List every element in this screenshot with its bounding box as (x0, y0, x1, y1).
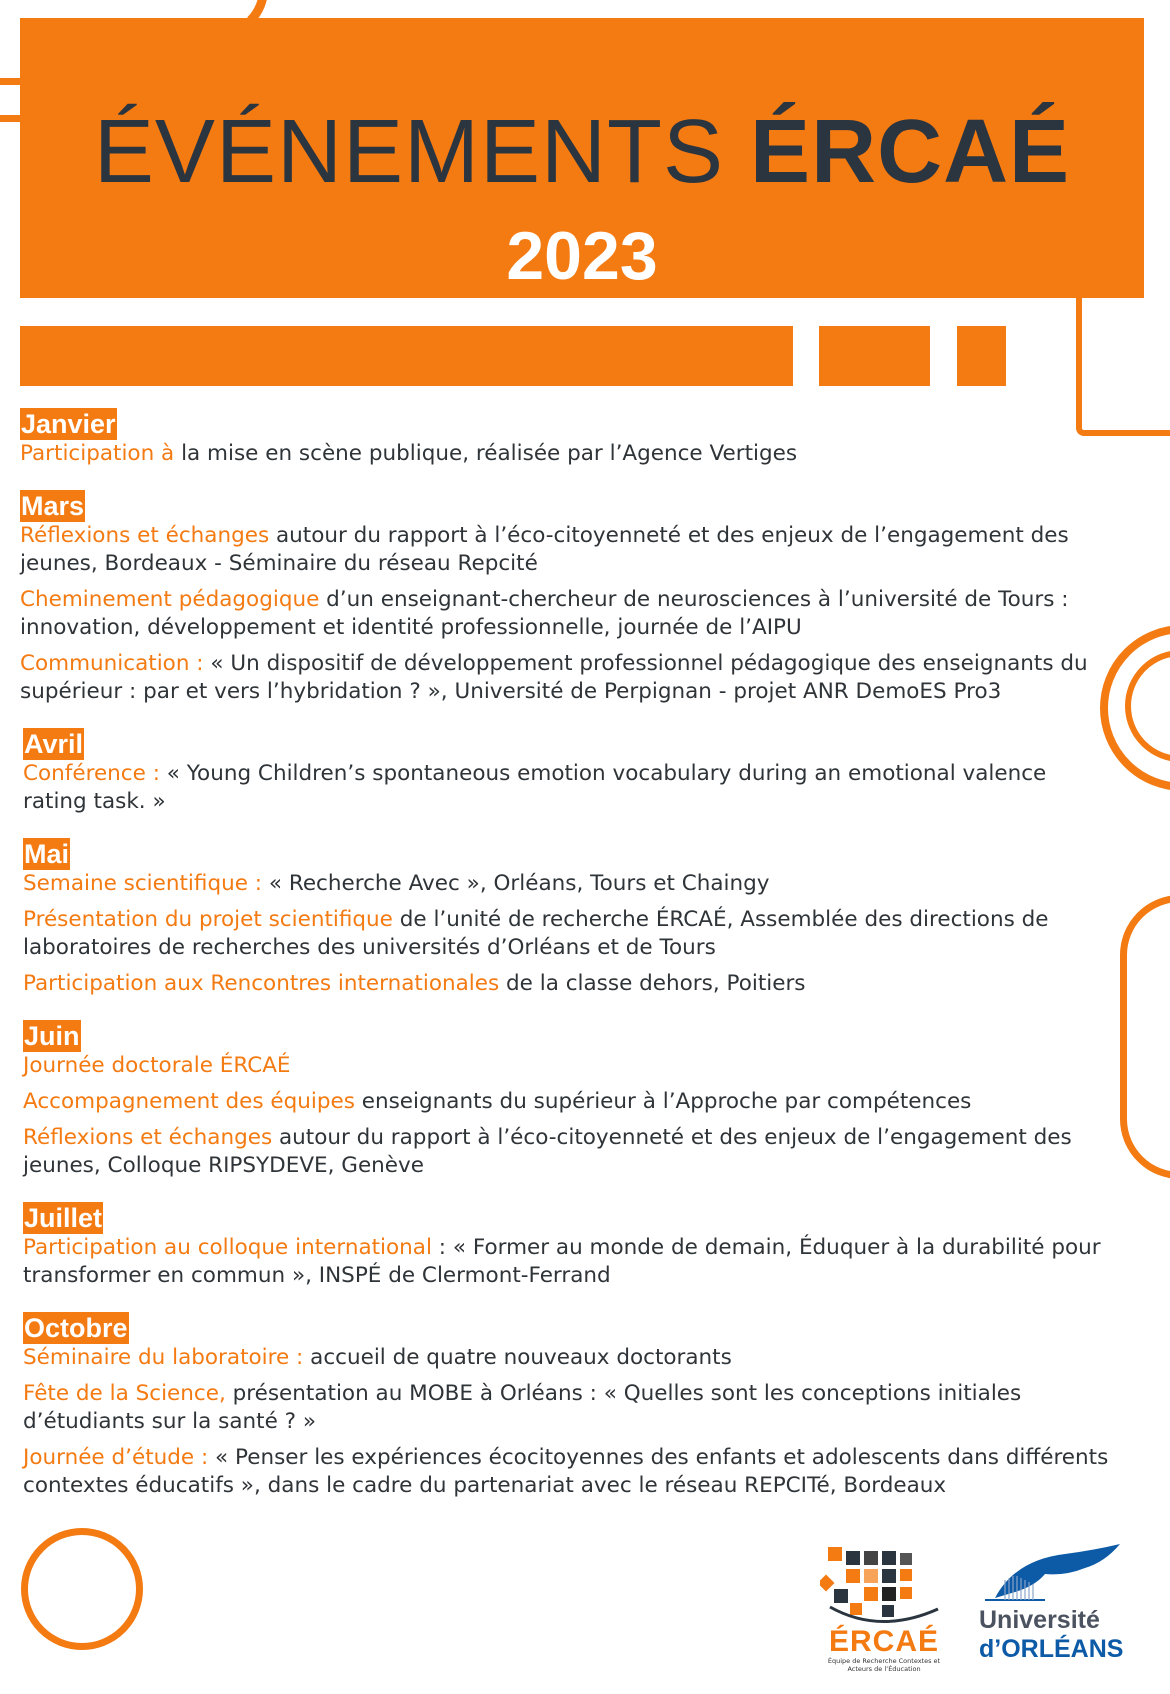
event-highlight: Participation à (20, 441, 175, 466)
event-text: autour du rapport à l’éco-citoyenneté et des enjeux de l’engagement des jeunes, Bordeaux - Séminaire du réseau Repcité (20, 523, 1069, 576)
event-highlight: Communication : (20, 651, 204, 676)
event-highlight: Participation au colloque international (23, 1235, 432, 1260)
page-year: 2023 (506, 218, 658, 294)
event-highlight: Séminaire du laboratoire : (23, 1345, 304, 1370)
event-entry (23, 1124, 1103, 1180)
event-entry (23, 1052, 1150, 1080)
decorative-bar-long (20, 326, 793, 386)
month-label: Avril (24, 729, 84, 759)
month-section-janvier (20, 408, 1150, 468)
event-highlight: Participation aux Rencontres internationales (23, 971, 500, 996)
event-entry (20, 650, 1100, 706)
month-section-juin (20, 1020, 1150, 1180)
event-highlight: Accompagnement des équipes (23, 1089, 355, 1114)
event-entry (23, 1088, 1150, 1116)
month-section-mars (20, 490, 1150, 706)
event-text: de la classe dehors, Poitiers (499, 971, 806, 996)
event-entry (20, 522, 1150, 578)
orleans-logo-line2: d’ORLÉANS (979, 1635, 1124, 1663)
event-text: autour du rapport à l’éco-citoyenneté et des enjeux de l’engagement des jeunes, Colloque RIPSYDEVE, Genève (23, 1125, 1072, 1178)
event-highlight: Fête de la Science, (23, 1381, 226, 1406)
month-section-juillet (20, 1202, 1150, 1290)
header-banner (20, 18, 1144, 298)
event-text: enseignants du supérieur à l’Approche par compétences (354, 1089, 972, 1114)
month-label: Mars (21, 491, 85, 521)
universite-orleans-logo (975, 1540, 1125, 1670)
decorative-bar-medium (819, 326, 930, 386)
event-entry (23, 1444, 1133, 1500)
event-highlight: Semaine scientifique : (23, 871, 263, 896)
decorative-circle (21, 1528, 143, 1650)
orleans-logo-line1: Université (979, 1606, 1100, 1634)
event-highlight: Cheminement pédagogique (20, 587, 320, 612)
event-entry (20, 440, 1150, 468)
event-text: « Recherche Avec », Orléans, Tours et Chaingy (262, 871, 770, 896)
event-entry (23, 1234, 1123, 1290)
event-text: « Young Children’s spontaneous emotion vocabulary during an emotional valence rating task. » (23, 761, 1047, 814)
ercae-logo-mark (820, 1545, 950, 1625)
event-highlight: Réflexions et échanges (23, 1125, 273, 1150)
month-label: Janvier (21, 409, 116, 439)
page-title (20, 102, 1144, 202)
event-entry (23, 760, 1073, 816)
event-highlight: Réflexions et échanges (20, 523, 270, 548)
month-label: Juin (24, 1021, 80, 1051)
event-text: de l’unité de recherche ÉRCAÉ, Assemblée des directions de laboratoires de recherches des universités d’Orléans et de Tours (23, 907, 1049, 960)
event-highlight: Journée d’étude : (23, 1445, 209, 1470)
event-text: la mise en scène publique, réalisée par l’Agence Vertiges (174, 441, 798, 466)
event-entry (23, 906, 1103, 962)
event-highlight: Journée doctorale ÉRCAÉ (23, 1053, 291, 1078)
month-label: Juillet (24, 1203, 103, 1233)
orleans-logo-mark (975, 1540, 1125, 1606)
title-light: ÉVÉNEMENTS (93, 102, 725, 202)
event-entry (23, 970, 1150, 998)
event-text: : « Former au monde de demain, Éduquer à la durabilité pour transformer en commun », INSPÉ de Clermont-Ferrand (23, 1235, 1101, 1288)
ercae-logo-name: ÉRCAÉ (828, 1625, 939, 1658)
event-highlight: Présentation du projet scientifique (23, 907, 393, 932)
ercae-logo-tagline: Équipe de Recherche Contextes et Acteurs de l’Éducation (827, 1657, 941, 1673)
ercae-logo (820, 1545, 960, 1675)
event-entry (20, 586, 1150, 642)
event-entry (23, 870, 1150, 898)
event-entry (23, 1344, 1150, 1372)
event-text: d’un enseignant-chercheur de neurosciences à l’université de Tours : innovation, développement et identité professionnelle, journée de l’AIPU (20, 587, 1069, 640)
events-list (20, 408, 1150, 1500)
month-section-avril (20, 728, 1150, 816)
month-section-octobre (20, 1312, 1150, 1500)
title-bold: ÉRCAÉ (750, 102, 1071, 202)
month-label: Octobre (24, 1313, 128, 1343)
month-label: Mai (24, 839, 70, 869)
decorative-bar-short (957, 326, 1006, 386)
month-section-mai (20, 838, 1150, 998)
event-text: accueil de quatre nouveaux doctorants (303, 1345, 732, 1370)
event-entry (23, 1380, 1083, 1436)
event-text: « Un dispositif de développement professionnel pédagogique des enseignants du supérieur : par et vers l’hybridation ? », Université de Perpignan - projet ANR DemoES Pro3 (20, 651, 1088, 704)
event-highlight: Conférence : (23, 761, 160, 786)
event-text: présentation au MOBE à Orléans : « Quelles sont les conceptions initiales d’étudiants sur la santé ? » (23, 1381, 1022, 1434)
event-text: « Penser les expériences écocitoyennes des enfants et adolescents dans différents contextes éducatifs », dans le cadre du partenariat avec le réseau REPCITé, Bordeaux (23, 1445, 1109, 1498)
